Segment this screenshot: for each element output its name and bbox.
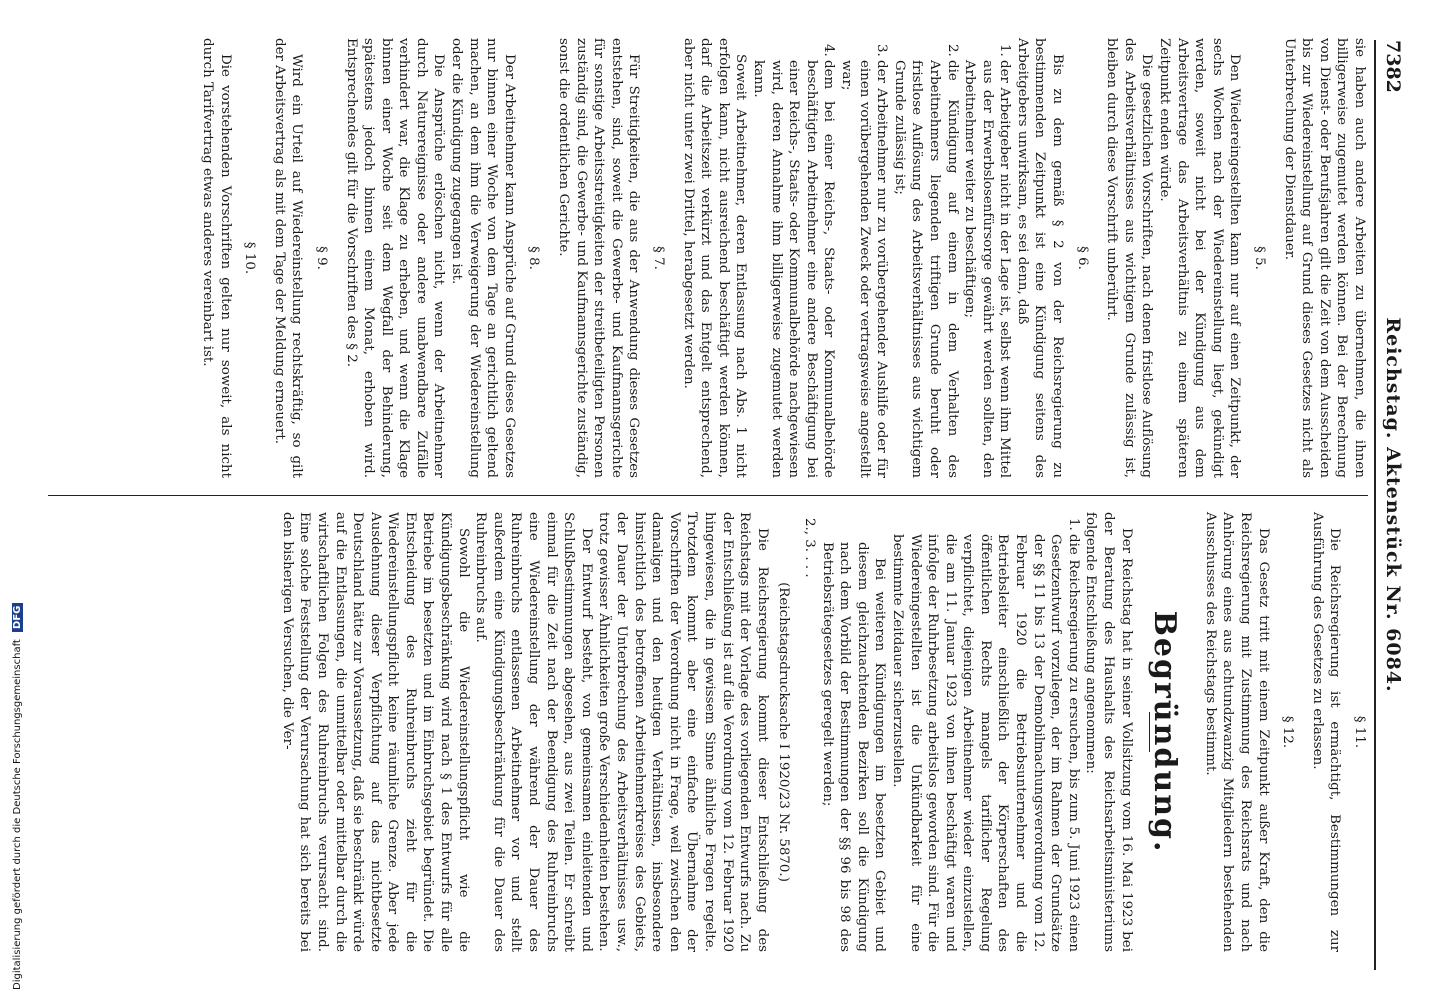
section-heading: Begründung. bbox=[1147, 610, 1183, 854]
paragraph: Für Streitigkeiten, die aus der Anwendung dieses Gesetzes entstehen, sind, soweit die Gewerbe- und Kaufmannsgerichte für sonstige Arbeitsstreitigkeiten der streitbeteiligten Personen zuständig sind, die Gewerbe- und Kaufmannsgerichte zuständig, sonst die ordentlichen Gerichte. bbox=[556, 38, 642, 478]
right-column bbox=[38, 512, 1368, 952]
numbered-list bbox=[749, 38, 1013, 478]
page-title: Reichstag. Aktenstück Nr. 6084. bbox=[1382, 317, 1404, 693]
list-item: 3.der Arbeitnehmer nur zu vorübergehender Aushilfe oder für einen vorübergehenden Zweck oder vertragsweise angestellt war; bbox=[838, 44, 890, 478]
paragraph: Bis zu dem gemäß § 2 von der Reichsregierung zu bestimmenden Zeitpunkt ist eine Kündigung seitens des Arbeitgebers unwirksam, es sei denn, daß bbox=[1014, 38, 1066, 478]
paragraph: Den Wiedereingestellten kann nur auf einen Zeitpunkt, der sechs Wochen nach der Wiedereinstellung liegt, gekündigt werden, soweit nicht bei der Kündigung aus dem Arbeitsvertrage das Arbeitsverhältnis zu einem späteren Zeitpunkt enden würde. bbox=[1157, 38, 1243, 478]
paragraph: Bei weiteren Kündigungen im besetzten Gebiet und diesem gleichzuachtenden Bezirken soll die Kündigung nach dem Vorbild der Bestimmungen der §§ 96 bis 98 des Betriebsrätegesetzes geregelt werden; bbox=[819, 542, 888, 952]
paragraph: Soweit Arbeitnehmer, deren Entlassung nach Abs. 1 nicht erfolgen kann, nicht ausreichend beschäftigt werden können, darf die Arbeitszeit verkürzt und das Entgelt entsprechend, aber nicht unter zwei Drittel, herabgesetzt werden. bbox=[680, 38, 749, 478]
page-number: 7382 bbox=[1382, 40, 1404, 93]
document-page bbox=[10, 10, 1410, 990]
paragraph: Sowohl die Wiedereinstellungspflicht wie die Kündigungsbeschränkung wird nach § 1 des Entwurfs für alle Betriebe im besetzten und im Einbruchsgebiet begründet. Die Entscheidung des Ruhreinbruchs zieht für die Wiedereinstellungspflicht keine räumliche Grenze. Aber jede Ausdehnung dieser Verpflichtung auf das nichtbesetzte Deutschland hätte zur Voraussetzung, daß sie beschränkt würde auf die Entlassungen, die unmittelbar oder mittelbar durch die wirtschaftlichen Folgen des Ruhreinbruchs verursacht sind. Eine solche Feststellung der Verursachung hat sich bereits bei den bisherigen Versuchen, die Ver- bbox=[279, 512, 471, 952]
reference-note: (Reichstagsdrucksache I 1920/23 Nr. 5870.) bbox=[776, 582, 792, 882]
section-title: § 10. bbox=[242, 241, 258, 275]
digitization-credit bbox=[12, 570, 28, 990]
section-title: § 6. bbox=[1074, 246, 1090, 270]
list-item: 2.die Kündigung auf einem in dem Verhalten des Arbeitnehmers liegenden triftigen Grunde beruht oder fristlose Auflösung des Arbeitsverhältnisses aus wichtigem Grunde zulässig ist; bbox=[891, 44, 960, 478]
list-continuation: 2., 3. . . . bbox=[801, 518, 817, 578]
paragraph: Die Reichsregierung kommt dieser Entschließung des Reichstags mit der Vorlage des vorliegenden Entwurfs nach. Zu der Entschließung ist auf die Verordnung vom 12. Februar 1920 hingewiesen, die in gewissem Sinne ähnliche Fragen regelte. Trotzdem kommt aber eine einfache Übernahme der Vorschriften der Verordnung nicht in Frage, weil zwischen den damaligen und den heutigen Verhältnissen, insbesondere hinsichtlich des betroffenen Arbeitnehmerkreises des Gebiets, der Dauer der Unterbrechung des Arbeitsverhältnisses usw., trotz gewisser Ähnlichkeiten große Verschiedenheiten bestehen. bbox=[596, 512, 770, 952]
section-title: § 9. bbox=[313, 246, 329, 270]
paragraph: Das Gesetz tritt mit einem Zeitpunkt außer Kraft, den die Reichsregierung mit Zustimmung des Reichsrats und nach Anhörung eines aus achtundzwanzig Mitgliedern bestehenden Ausschusses des Reichstags bestimmt. bbox=[1202, 512, 1271, 952]
paragraph: Der Reichstag hat in seiner Vollsitzung vom 16. Mai 1923 bei der Beratung des Haushalts des Reichsarbeitsministeriums folgende Entschließung angenommen: bbox=[1083, 512, 1134, 952]
left-column bbox=[38, 38, 1368, 478]
paragraph: Der Entwurf besteht, von gemeinsamen einleitenden und Schlußbestimmungen abgesehen, aus zwei Teilen. Er schreibt einmal für die Zeit nach der Beendigung des Ruhreinbruchs eine Wiedereinstellung der während der Dauer des Ruhreinbruchs entlassenen Arbeitnehmer vor und stellt außerdem eine Kündigungsbeschränkung für die Dauer des Ruhreinbruchs auf. bbox=[473, 512, 594, 952]
section-title: § 8. bbox=[526, 246, 542, 270]
section-title: § 5. bbox=[1252, 246, 1268, 270]
page-header bbox=[1374, 40, 1404, 970]
list-item: 1.die Reichsregierung zu ersuchen, bis zum 5. Juni 1923 einen Gesetzentwurf vorzulegen, der im Rahmen der Grundsätze der §§ 11 bis 13 der Demobilmachungsverordnung vom 12. Februar 1920 die Betriebsunternehmer und die Betriebsleiter einschließlich der Körperschaften des öffentlichen Rechts mangels tariflicher Regelung verpflichtet, diejenigen Arbeitnehmer wieder einzustellen, die am 11. Januar 1923 von ihnen beschäftigt waren und infolge der Ruhrbesetzung arbeitslos geworden sind. Für die Wiedereingestellten ist die Unkündbarkeit für eine bestimmte Zeitdauer sicherzustellen. bbox=[889, 518, 1081, 952]
numbered-list bbox=[888, 512, 1082, 952]
paragraph: Die vorstehenden Vorschriften gelten nur soweit, als nicht durch Tarifvertrag etwas anderes vereinbart ist. bbox=[199, 38, 233, 478]
section-title: § 11. bbox=[1352, 715, 1367, 749]
list-item: 1.der Arbeitgeber nicht in der Lage ist, selbst wenn ihm Mittel aus der Erwerbslosenfürsorge gewährt werden sollten, den Arbeitnehmer weiter zu beschäftigen; bbox=[962, 44, 1013, 478]
paragraph: Die Ansprüche erlöschen nicht, wenn der Arbeitnehmer durch Naturereignisse oder andere unabwendbare Zufälle verhindert war, die Klage zu erheben, und wenn die Klage binnen einer Woche seit dem Wegfall der Behinderung, spätestens jedoch binnen einem Monat, erhoben wird. Entsprechendes gilt für die Vorschriften des § 2. bbox=[343, 38, 447, 478]
paragraph: Wird ein Urteil auf Wiedereinstellung rechtskräftig, so gilt der Arbeitsvertrag als mit dem Tage der Meldung erneuert. bbox=[271, 38, 305, 478]
section-title: § 7. bbox=[651, 246, 667, 270]
paragraph: sie haben auch andere Arbeiten zu übernehmen, die ihnen billigerweise zugemutet werden können. Bei der Berechnung von Dienst- oder Berufsjahren gilt die Zeit von dem Ausscheiden bis zur Wiedereinstellung auf Grund dieses Gesetzes nicht als Unterbrechung der Dienstdauer. bbox=[1281, 38, 1367, 478]
credit-text: Digitalisierung gefördert durch die Deutsche Forschungsgemeinschaft bbox=[12, 639, 23, 990]
section-title: § 12. bbox=[1280, 715, 1296, 749]
paragraph: Die Reichsregierung ist ermächtigt, Bestimmungen zur Ausführung des Gesetzes zu erlassen. bbox=[1309, 512, 1343, 952]
column-divider bbox=[48, 495, 1368, 496]
paragraph: Die gesetzlichen Vorschriften, nach denen fristlose Auflösung des Arbeitsverhältnisses aus wichtigem Grunde zulässig ist, bleiben durch diese Vorschrift unberührt. bbox=[1104, 38, 1155, 478]
paragraph: Der Arbeitnehmer kann Ansprüche auf Grund dieses Gesetzes nur binnen einer Woche von dem Tage an gerichtlich geltend machen, an dem ihm die Verweigerung der Wiedereinstellung oder die Kündigung zugegangen ist. bbox=[449, 38, 517, 478]
dfg-badge: DFG bbox=[12, 603, 23, 632]
list-item: 4.dem bei einer Reichs-, Staats- oder Kommunalbehörde beschäftigten Arbeitnehmer eine andere Beschäftigung bei einer Reichs-, Staats- oder Kommunalbehörde nachgewiesen wird, deren Annahme ihm billigerweise zugemutet werden kann. bbox=[751, 44, 837, 478]
